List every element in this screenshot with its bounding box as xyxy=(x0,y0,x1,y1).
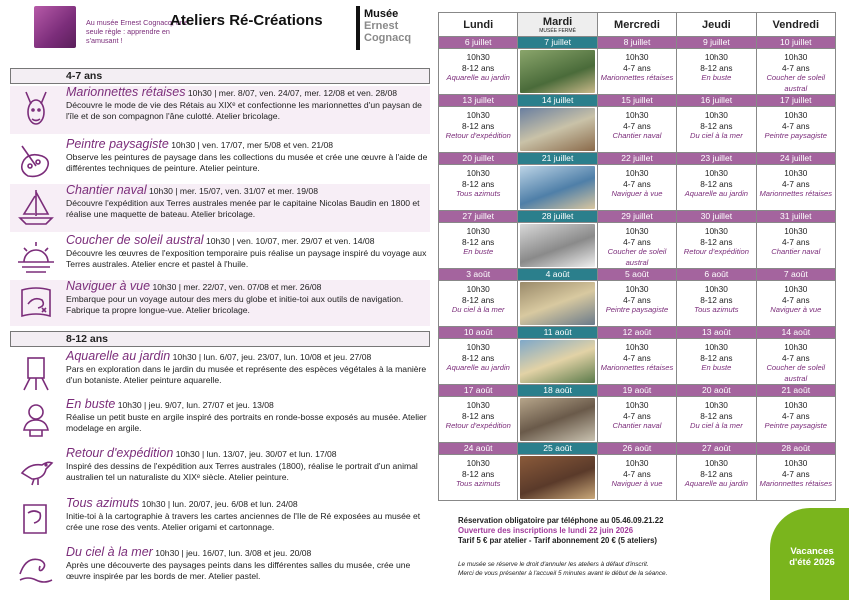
workshop-title: Marionnettes rétaises xyxy=(66,85,186,99)
activity-time: 10h30 xyxy=(625,284,649,294)
activity-name: Chantier naval xyxy=(612,131,662,140)
date-cell: 31 juillet xyxy=(756,211,835,223)
workshop-item xyxy=(10,234,430,278)
activity-name: Marionnettes rétaises xyxy=(759,189,833,198)
workshop-dates: 10h30 | mer. 22/07, ven. 07/08 et mer. 26/08 xyxy=(152,282,322,292)
date-row xyxy=(439,95,836,107)
activity-cell[interactable] xyxy=(597,223,676,269)
workshop-title: Aquarelle au jardin xyxy=(66,349,171,363)
activity-cell[interactable] xyxy=(597,49,676,95)
activity-cell[interactable] xyxy=(756,49,835,95)
activity-time: 10h30 xyxy=(625,458,649,468)
photo-cell xyxy=(518,107,597,153)
activity-time: 10h30 xyxy=(704,168,728,178)
activity-name: Tous azimuts xyxy=(694,305,739,314)
activity-name: Marionnettes rétaises xyxy=(600,363,674,372)
date-row xyxy=(439,385,836,397)
date-cell: 6 août xyxy=(677,269,756,281)
activity-cell[interactable] xyxy=(597,339,676,385)
date-row xyxy=(439,443,836,455)
activity-cell[interactable] xyxy=(597,455,676,501)
workshop-title: Du ciel à la mer xyxy=(66,545,153,559)
date-row xyxy=(439,153,836,165)
activity-name: Aquarelle au jardin xyxy=(446,73,510,82)
opening-line: Ouverture des inscriptions le lundi 22 juin 2026 xyxy=(458,526,634,535)
workshop-item xyxy=(10,280,430,326)
activity-time: 10h30 xyxy=(466,458,490,468)
activity-cell[interactable] xyxy=(439,455,518,501)
workshop-dates: 10h30 | jeu. 9/07, lun. 27/07 et jeu. 13/08 xyxy=(117,400,274,410)
activity-cell[interactable] xyxy=(677,223,756,269)
activity-row xyxy=(439,455,836,501)
activity-cell[interactable] xyxy=(756,339,835,385)
activity-cell[interactable] xyxy=(597,107,676,153)
activity-time: 10h30 xyxy=(784,110,808,120)
activity-age: 8-12 ans xyxy=(462,236,495,247)
date-cell: 10 juillet xyxy=(756,37,835,49)
workshop-title: Retour d'expédition xyxy=(66,446,174,460)
activity-row xyxy=(439,397,836,443)
activity-time: 10h30 xyxy=(466,342,490,352)
workshop-item xyxy=(10,350,430,396)
activity-name: En buste xyxy=(701,363,732,372)
activity-name: Marionnettes rétaises xyxy=(759,479,833,488)
date-cell: 17 août xyxy=(439,385,518,397)
bust-icon xyxy=(16,400,56,440)
workshop-dates: 10h30 | lun. 6/07, jeu. 23/07, lun. 10/08 et jeu. 27/08 xyxy=(172,352,372,362)
day-header: Jeudi xyxy=(677,13,756,37)
activity-cell[interactable] xyxy=(677,455,756,501)
date-cell: 7 juillet xyxy=(518,37,597,49)
date-cell: 20 juillet xyxy=(439,153,518,165)
section-heading-8-12: 8-12 ans xyxy=(10,331,430,347)
activity-time: 10h30 xyxy=(784,226,808,236)
activity-time: 10h30 xyxy=(625,226,649,236)
activity-time: 10h30 xyxy=(784,52,808,62)
activity-name: En buste xyxy=(463,247,494,256)
workshop-dates: 10h30 | ven. 10/07, mer. 29/07 et ven. 14/08 xyxy=(205,236,375,246)
date-row xyxy=(439,211,836,223)
workshop-desc: Observe les peintures de paysage dans les collections du musée et crée une œuvre à l'aide de différentes techniques de peinture. Atelier peinture. xyxy=(66,152,428,173)
activity-age: 4-7 ans xyxy=(623,294,651,305)
photo-cell xyxy=(518,455,597,501)
activity-age: 8-12 ans xyxy=(700,178,733,189)
date-row xyxy=(439,37,836,49)
map-icon xyxy=(16,282,56,322)
workshop-desc: Réalise un petit buste en argile inspiré des portraits en ronde-bosse exposés au musée. Atelier modelage en argile. xyxy=(66,412,427,433)
activity-name: Retour d'expédition xyxy=(445,421,511,430)
day-header: Lundi xyxy=(439,13,518,37)
workshop-desc: Après une découverte des paysages peints dans les différentes salles du musée, crée une œuvre inspirée par les bords de mer. Atelier pastel. xyxy=(66,560,411,581)
date-cell: 8 juillet xyxy=(597,37,676,49)
date-cell: 25 août xyxy=(518,443,597,455)
scroll-map-icon xyxy=(16,499,56,539)
donkey-icon xyxy=(16,88,56,128)
photo-thumbnail xyxy=(520,108,594,151)
workshop-desc: Découvre le mode de vie des Rétais au XIXᵉ et confectionne les marionnettes d'un paysan de l'île et de son compagnon l'âne culotté. Atelier bricolage. xyxy=(66,100,422,121)
activity-name: Tous azimuts xyxy=(455,189,501,198)
activity-age: 4-7 ans xyxy=(623,120,651,131)
activity-time: 10h30 xyxy=(784,458,808,468)
calendar-panel xyxy=(438,0,849,600)
workshop-desc: Découvre les œuvres de l'exposition temporaire puis réalise un paysage inspiré du voyage aux Terres australes. Atelier encre et pastel à l'huile. xyxy=(66,248,427,269)
workshop-item xyxy=(10,86,430,134)
season-badge xyxy=(770,508,849,600)
tagline: Au musée Ernest Cognacq, une seule règle : apprendre en s'amusant ! xyxy=(86,18,188,45)
activity-cell[interactable] xyxy=(597,281,676,327)
activity-age: 8-12 ans xyxy=(462,178,495,189)
photo-cell xyxy=(518,49,597,95)
workshop-desc: Initie-toi à la cartographie à travers les cartes anciennes de l'Ile de Ré exposées au musée et crée une rose des vents. Atelier origami et cartonnage. xyxy=(66,511,421,532)
activity-time: 10h30 xyxy=(625,400,649,410)
activity-cell[interactable] xyxy=(597,397,676,443)
activity-age: 8-12 ans xyxy=(700,236,733,247)
workshop-dates: 10h30 | mer. 15/07, ven. 31/07 et mer. 19/08 xyxy=(149,186,318,196)
activity-age: 8-12 ans xyxy=(462,62,495,73)
note-line: Le musée se réserve le droit d'annuler les ateliers à défaut d'inscrit. xyxy=(458,561,649,568)
activity-cell[interactable] xyxy=(439,339,518,385)
activity-name: Coucher de soleil austral xyxy=(766,73,826,93)
note-line: Merci de vous présenter à l'accueil 5 minutes avant le début de la séance. xyxy=(458,569,668,577)
activity-age: 8-12 ans xyxy=(462,352,495,363)
activity-age: 4-7 ans xyxy=(623,178,651,189)
activity-row xyxy=(439,165,836,211)
activity-name: Aquarelle au jardin xyxy=(446,363,510,372)
activity-age: 8-12 ans xyxy=(700,410,733,421)
date-row xyxy=(439,327,836,339)
photo-thumbnail xyxy=(520,166,594,209)
activity-cell[interactable] xyxy=(439,165,518,211)
date-cell: 12 août xyxy=(597,327,676,339)
workshop-title: Coucher de soleil austral xyxy=(66,233,204,247)
date-cell: 29 juillet xyxy=(597,211,676,223)
activity-cell[interactable] xyxy=(756,107,835,153)
activity-name: Du ciel à la mer xyxy=(451,305,505,314)
activity-time: 10h30 xyxy=(704,458,728,468)
photo-cell xyxy=(518,339,597,385)
activity-age: 4-7 ans xyxy=(781,468,810,479)
date-cell: 24 août xyxy=(439,443,518,455)
photo-thumbnail xyxy=(520,50,594,93)
date-cell: 28 juillet xyxy=(518,211,597,223)
activity-cell[interactable] xyxy=(677,107,756,153)
activity-name: Retour d'expédition xyxy=(683,247,749,256)
workshop-dates: 10h30 | lun. 13/07, jeu. 30/07 et lun. 17/08 xyxy=(175,449,337,459)
activity-name: Coucher de soleil austral xyxy=(607,247,667,267)
activity-cell[interactable] xyxy=(756,397,835,443)
photo-cell xyxy=(518,223,597,269)
workshop-dates: 10h30 | lun. 20/07, jeu. 6/08 et lun. 24/08 xyxy=(141,499,298,509)
date-cell: 28 août xyxy=(756,443,835,455)
photo-cell xyxy=(518,281,597,327)
activity-name: Peintre paysagiste xyxy=(764,421,828,430)
decorative-logo-image xyxy=(34,6,76,48)
activity-time: 10h30 xyxy=(466,226,490,236)
date-cell: 11 août xyxy=(518,327,597,339)
workshop-desc: Pars en exploration dans le jardin du musée et représente des espèces végétales à la manière d'un botaniste. Atelier peinture aquarelle. xyxy=(66,364,427,385)
activity-name: Du ciel à la mer xyxy=(689,131,743,140)
page-title: Ateliers Ré-Créations xyxy=(170,12,323,29)
logo-bar xyxy=(356,6,360,50)
photo-thumbnail xyxy=(520,340,594,383)
activity-age: 4-7 ans xyxy=(781,120,810,131)
workshop-dates: 10h30 | ven. 17/07, mer 5/08 et ven. 21/08 xyxy=(171,140,334,150)
date-cell: 14 juillet xyxy=(518,95,597,107)
museum-logo xyxy=(356,6,430,54)
activity-time: 10h30 xyxy=(784,400,808,410)
easel-icon xyxy=(16,352,56,392)
activity-age: 4-7 ans xyxy=(781,410,810,421)
activity-age: 8-12 ans xyxy=(462,410,495,421)
workshop-dates: 10h30 | jeu. 16/07, lun. 3/08 et jeu. 20/08 xyxy=(155,548,312,558)
activity-row xyxy=(439,49,836,95)
workshop-item xyxy=(10,447,430,493)
activity-age: 8-12 ans xyxy=(700,468,733,479)
workshop-item xyxy=(10,546,430,592)
date-cell: 21 août xyxy=(756,385,835,397)
activity-cell[interactable] xyxy=(677,165,756,211)
bird-icon xyxy=(16,449,56,489)
date-cell: 27 août xyxy=(677,443,756,455)
notes xyxy=(458,561,758,578)
activity-row xyxy=(439,107,836,153)
photo-cell xyxy=(518,397,597,443)
activity-time: 10h30 xyxy=(704,400,728,410)
date-cell: 23 juillet xyxy=(677,153,756,165)
date-cell: 19 août xyxy=(597,385,676,397)
activity-name: Marionnettes rétaises xyxy=(600,73,674,82)
date-row xyxy=(439,269,836,281)
activity-age: 8-12 ans xyxy=(700,294,733,305)
activity-time: 10h30 xyxy=(466,52,490,62)
activity-row xyxy=(439,339,836,385)
calendar-table xyxy=(438,12,836,501)
activity-age: 4-7 ans xyxy=(781,178,810,189)
photo-thumbnail xyxy=(520,224,594,267)
activity-name: Du ciel à la mer xyxy=(689,421,743,430)
activity-cell[interactable] xyxy=(677,339,756,385)
activity-cell[interactable] xyxy=(756,223,835,269)
date-cell: 18 août xyxy=(518,385,597,397)
day-header: Mercredi xyxy=(597,13,676,37)
date-cell: 4 août xyxy=(518,269,597,281)
logo-word-3: Cognacq xyxy=(364,32,412,44)
activity-age: 4-7 ans xyxy=(623,62,651,73)
activity-time: 10h30 xyxy=(466,400,490,410)
workshop-dates: 10h30 | mer. 8/07, ven. 24/07, mer. 12/08 et ven. 28/08 xyxy=(187,88,398,98)
date-cell: 10 août xyxy=(439,327,518,339)
season-badge-text: Vacances d'été 2026 xyxy=(789,546,835,568)
workshop-title: En buste xyxy=(66,397,116,411)
logo-word-1: Musée xyxy=(364,8,399,20)
activity-age: 4-7 ans xyxy=(781,236,810,247)
day-header: Vendredi xyxy=(756,13,835,37)
workshop-title: Peintre paysagiste xyxy=(66,137,169,151)
workshop-item xyxy=(10,138,430,182)
activity-time: 10h30 xyxy=(466,110,490,120)
tarif-line: Tarif 5 € par atelier - Tarif abonnement 20 € (5 ateliers) xyxy=(458,536,658,545)
reservation-info xyxy=(458,516,758,546)
activity-age: 8-12 ans xyxy=(462,120,495,131)
activity-cell[interactable] xyxy=(439,49,518,95)
activity-name: Naviguer à vue xyxy=(611,189,663,198)
date-cell: 15 juillet xyxy=(597,95,676,107)
activity-age: 4-7 ans xyxy=(781,294,810,305)
workshop-desc: Embarque pour un voyage autour des mers du globe et initie-toi aux outils de navigation. Fabrique ta propre longue-vue. Atelier bricolage. xyxy=(66,294,404,315)
workshop-title: Tous azimuts xyxy=(66,496,140,510)
activity-time: 10h30 xyxy=(466,284,490,294)
date-cell: 22 juillet xyxy=(597,153,676,165)
date-cell: 6 juillet xyxy=(439,37,518,49)
photo-thumbnail xyxy=(520,398,594,441)
date-cell: 16 juillet xyxy=(677,95,756,107)
date-cell: 27 juillet xyxy=(439,211,518,223)
closed-note: MUSÉE FERMÉ xyxy=(539,27,576,34)
workshop-desc: Découvre l'expédition aux Terres australes menée par le capitaine Nicolas Baudin en 1800 et réalise une maquette de bateau. Atelier bricolage. xyxy=(66,198,420,219)
activity-name: Naviguer à vue xyxy=(770,305,822,314)
activity-cell[interactable] xyxy=(677,49,756,95)
activity-cell[interactable] xyxy=(756,281,835,327)
activity-name: Chantier naval xyxy=(771,247,821,256)
activity-time: 10h30 xyxy=(625,52,649,62)
photo-cell xyxy=(518,165,597,211)
section-heading-4-7: 4-7 ans xyxy=(10,68,430,84)
activity-age: 8-12 ans xyxy=(700,62,733,73)
activity-cell[interactable] xyxy=(439,107,518,153)
activity-age: 8-12 ans xyxy=(462,294,495,305)
activity-cell[interactable] xyxy=(756,455,835,501)
activity-cell[interactable] xyxy=(677,397,756,443)
activity-name: Retour d'expédition xyxy=(445,131,511,140)
activity-cell[interactable] xyxy=(677,281,756,327)
palette-icon xyxy=(16,140,56,180)
activity-time: 10h30 xyxy=(704,110,728,120)
date-cell: 17 juillet xyxy=(756,95,835,107)
workshop-title: Naviguer à vue xyxy=(66,279,151,293)
date-cell: 20 août xyxy=(677,385,756,397)
activity-name: Tous azimuts xyxy=(455,479,501,488)
activity-name: En buste xyxy=(701,73,732,82)
date-cell: 24 juillet xyxy=(756,153,835,165)
activity-age: 8-12 ans xyxy=(462,468,495,479)
activity-name: Peintre paysagiste xyxy=(605,305,669,314)
wave-icon xyxy=(16,548,56,588)
sunset-icon xyxy=(16,236,56,276)
date-cell: 13 juillet xyxy=(439,95,518,107)
activity-age: 4-7 ans xyxy=(623,410,651,421)
activity-name: Peintre paysagiste xyxy=(764,131,828,140)
activity-cell[interactable] xyxy=(439,223,518,269)
date-cell: 30 juillet xyxy=(677,211,756,223)
activity-name: Naviguer à vue xyxy=(611,479,663,488)
activity-row xyxy=(439,281,836,327)
workshop-desc: Inspiré des dessins de l'expédition aux Terres australes (1800), réalise le portrait d'un animal australien tel un naturaliste du XIXᵉ siècle. Atelier peinture. xyxy=(66,461,418,482)
activity-row xyxy=(439,223,836,269)
activity-cell[interactable] xyxy=(439,397,518,443)
activity-cell[interactable] xyxy=(439,281,518,327)
activity-time: 10h30 xyxy=(466,168,490,178)
activity-age: 4-7 ans xyxy=(781,352,810,363)
day-header-tuesday xyxy=(518,13,597,37)
photo-thumbnail xyxy=(520,456,594,499)
date-cell: 26 août xyxy=(597,443,676,455)
activity-age: 4-7 ans xyxy=(623,352,651,363)
workshop-item xyxy=(10,398,430,444)
activity-name: Chantier naval xyxy=(612,421,662,430)
activity-time: 10h30 xyxy=(625,168,649,178)
date-cell: 3 août xyxy=(439,269,518,281)
activity-time: 10h30 xyxy=(625,342,649,352)
logo-word-2: Ernest xyxy=(364,20,399,32)
activity-name: Aquarelle au jardin xyxy=(684,189,749,198)
workshop-item xyxy=(10,497,430,543)
activity-age: 8-12 ans xyxy=(700,120,733,131)
activity-cell[interactable] xyxy=(597,165,676,211)
activity-time: 10h30 xyxy=(784,168,808,178)
date-cell: 14 août xyxy=(756,327,835,339)
photo-thumbnail xyxy=(520,282,594,325)
sailboat-icon xyxy=(16,186,56,226)
activity-age: 4-7 ans xyxy=(623,468,651,479)
date-cell: 7 août xyxy=(756,269,835,281)
date-cell: 9 juillet xyxy=(677,37,756,49)
workshop-title: Chantier naval xyxy=(66,183,147,197)
activity-age: 4-7 ans xyxy=(781,62,810,73)
activity-name: Aquarelle au jardin xyxy=(684,479,749,488)
reservation-line: Réservation obligatoire par téléphone au 05.46.09.21.22 xyxy=(458,516,664,525)
activity-age: 8-12 ans xyxy=(700,352,733,363)
day-header-label: Mardi xyxy=(542,15,573,28)
workshop-item xyxy=(10,184,430,232)
activity-time: 10h30 xyxy=(704,52,728,62)
date-cell: 13 août xyxy=(677,327,756,339)
date-cell: 5 août xyxy=(597,269,676,281)
activity-age: 4-7 ans xyxy=(623,236,651,247)
activity-time: 10h30 xyxy=(704,226,728,236)
date-cell: 21 juillet xyxy=(518,153,597,165)
activity-time: 10h30 xyxy=(784,284,808,294)
activity-cell[interactable] xyxy=(756,165,835,211)
activity-time: 10h30 xyxy=(625,110,649,120)
activity-time: 10h30 xyxy=(784,342,808,352)
activity-time: 10h30 xyxy=(704,342,728,352)
activity-time: 10h30 xyxy=(704,284,728,294)
activity-name: Coucher de soleil austral xyxy=(766,363,826,383)
